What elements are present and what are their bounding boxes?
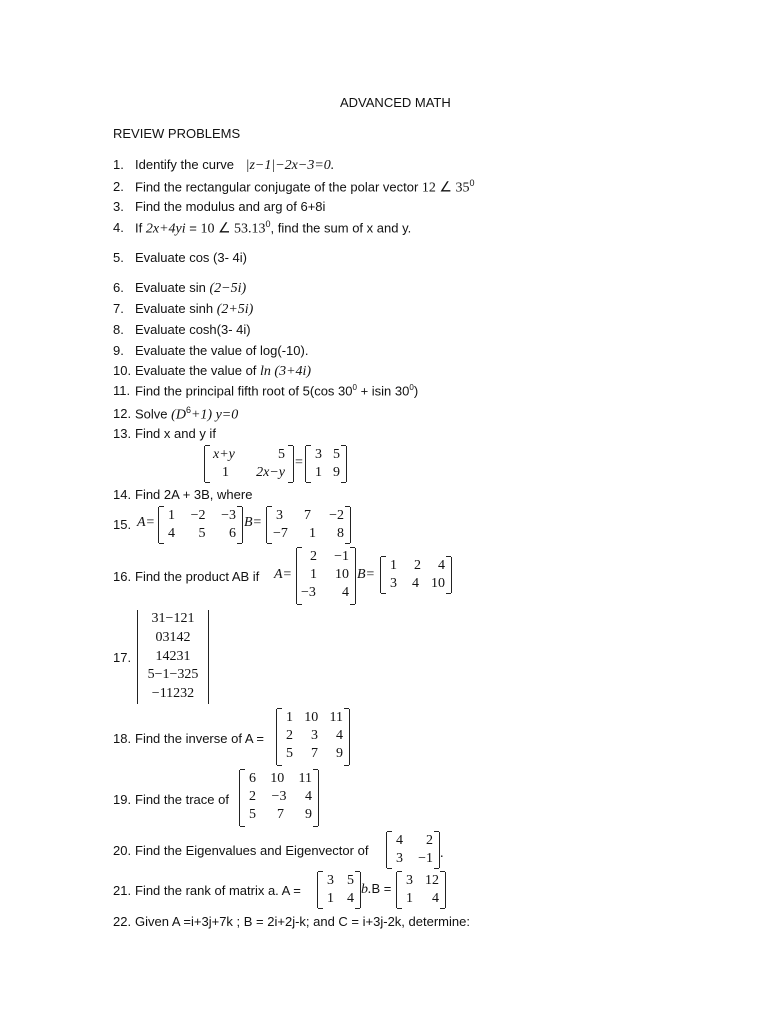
determinant-17: 31−121 03142 14231 5−1−325 −11232 [137,610,209,704]
problem-12: 12. Solve $(D^6+1)$ y=0 [113,405,239,423]
problem-16: 16. Find the product AB if [113,569,260,584]
matrix-20: 4 2 3 −1 [386,832,440,868]
problem-11: 11. Find the principal fifth root of 5(cos $30^0 + isin$ $30^0$) [113,383,419,399]
problem-20: 20. Find the Eigenvalues and Eigenvector of [113,843,369,858]
label-A: A= [274,567,292,582]
problem-7: 7. Evaluate sinh (2+5i) [113,301,254,317]
problem-1: 1. Identify the curve |z−1|−2x−3=0. [113,157,335,173]
problem-6: 6. Evaluate sin (2−5i) [113,280,247,296]
problem-3: 3. Find the modulus and arg of 6+8i [113,199,326,214]
problem-5: 5. Evaluate cos (3- 4i) [113,250,247,265]
problem-2: 2. Find the rectangular conjugate of the polar vector 12 ∠ $35^0$ [113,178,475,196]
matrix-13-left: x+y 5 1 2x−y [204,446,294,482]
matrix-16-A: 2 −1 1 10 −3 4 [296,548,356,604]
matrix-15-A: 1 −2 −3 4 5 6 [158,507,243,543]
problem-21: 21. Find the rank of matrix a. A = [113,883,301,898]
problem-8: 8. Evaluate cosh(3- 4i) [113,322,251,337]
matrix-18: 1 10 11 2 3 4 5 7 9 [276,709,350,765]
label-B: B= [244,515,262,530]
label-A: A= [137,515,155,530]
curve-equation: |z−1|−2x−3=0. [245,158,335,173]
matrix-21b: 3 12 1 4 [396,872,446,908]
section-heading: REVIEW PROBLEMS [113,126,241,141]
matrix-16-B: 1 2 4 3 4 10 [380,557,452,593]
page-title: ADVANCED MATH [340,95,451,110]
problem-14: 14. Find 2A + 3B, where [113,487,253,502]
problem-10: 10. Evaluate the value of ln (3+4i) [113,363,312,379]
problem-4: 4. If 2x+4yi = 10 ∠ 53.13$^0$, find the sum of x and y. [113,219,412,237]
matrix-13-right: 3 5 1 9 [305,446,347,482]
matrix-19: 6 10 11 2 −3 4 5 7 9 [239,770,319,826]
label-B: B= [357,567,375,582]
problem-17: 17. [113,650,132,665]
period: . [440,846,444,861]
polar-vector: 12 ∠ 35 [421,180,470,196]
problem-22: 22. Given A =i+3j+7k ; B = 2i+2j-k; and C = i+3j-2k, determine: [113,914,470,929]
problem-18: 18. Find the inverse of A = [113,731,264,746]
matrix-21a: 3 5 1 4 [317,872,361,908]
problem-13: 13. Find x and y if [113,426,216,441]
part-b-label: b.B = [361,881,392,897]
problem-15: 15. [113,517,132,532]
problem-19: 19. Find the trace of [113,792,229,807]
equals-sign: = [295,455,303,470]
problem-9: 9. Evaluate the value of log(-10). [113,343,309,358]
matrix-15-B: 3 7 −2 −7 1 8 [266,507,351,543]
